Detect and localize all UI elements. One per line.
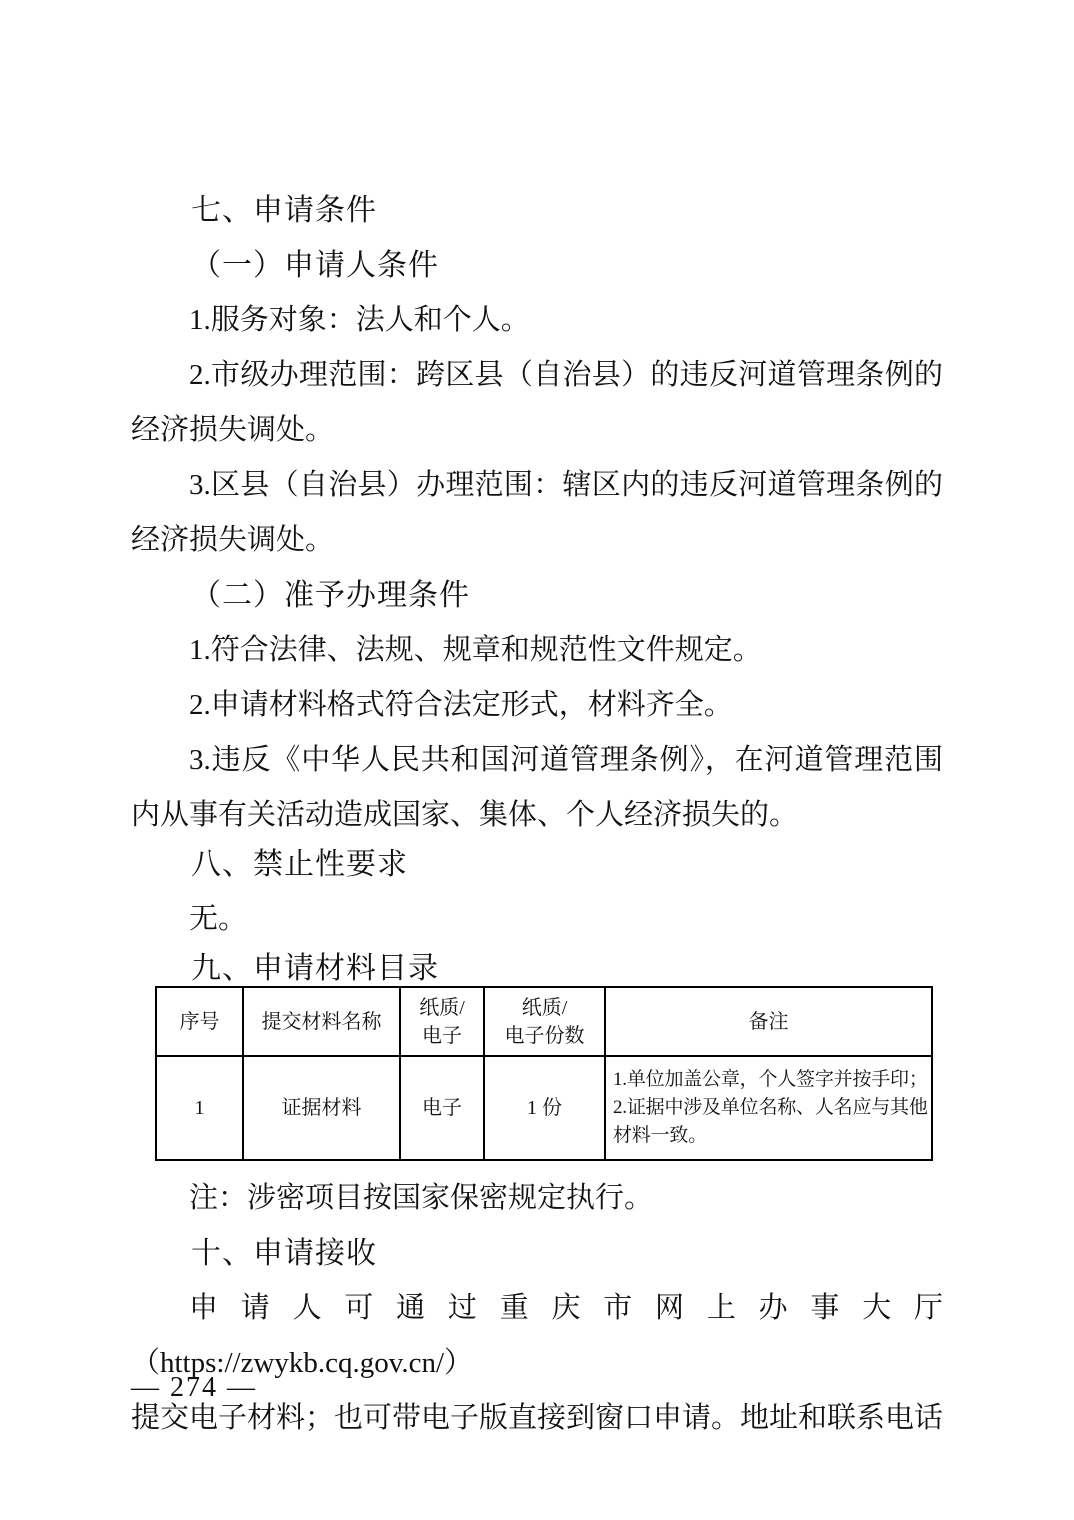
col-header-name: 提交材料名称 [243, 987, 400, 1056]
paragraph-material-format: 2.申请材料格式符合法定形式，材料齐全。 [189, 689, 733, 721]
paragraph-none: 无。 [189, 903, 248, 935]
cell-material-name: 证据材料 [243, 1056, 400, 1160]
cell-remark [605, 1056, 932, 1160]
col-header-medium [400, 987, 484, 1056]
col-header-seq: 序号 [156, 987, 243, 1056]
cell-seq: 1 [156, 1056, 243, 1160]
subsection-heading-7-2: （二）准予办理条件 [191, 579, 470, 612]
col-header-copies [484, 987, 605, 1056]
paragraph-city-scope: 2.市级办理范围：跨区县（自治县）的违反河道管理条例的经济损失调处。 [131, 359, 943, 446]
section-heading-7: 七、申请条件 [191, 194, 377, 227]
section-heading-10: 十、申请接收 [191, 1237, 377, 1270]
paragraph-receive-line2: 提交电子材料；也可带电子版直接到窗口申请。地址和联系电话 [131, 1402, 944, 1434]
materials-table-row [156, 1056, 932, 1160]
paragraph-law-compliance: 1.符合法律、法规、规章和规范性文件规定。 [189, 634, 762, 666]
materials-table [155, 986, 933, 1161]
remark-item-2: 2.证据中涉及单位名称、人名应与其他材料一致。 [613, 1097, 928, 1146]
section-heading-9: 九、申请材料目录 [191, 952, 439, 985]
remark-item-1: 1.单位加盖公章，个人签字并按手印； [613, 1069, 928, 1090]
document-body [131, 183, 943, 1446]
col-header-remark: 备注 [605, 987, 932, 1056]
col-header-copies-line2: 电子份数 [504, 1024, 585, 1047]
paragraph-county-scope: 3.区县（自治县）办理范围：辖区内的违反河道管理条例的经济损失调处。 [131, 469, 943, 556]
cell-copies: 1 份 [484, 1056, 605, 1160]
paragraph-receive-line1: 申请人可通过重庆市网上办事大厅（https://zwykb.cq.gov.cn/） [131, 1292, 943, 1379]
subsection-heading-7-1: （一）申请人条件 [191, 249, 439, 282]
materials-table-header-row [156, 987, 932, 1056]
col-header-medium-line2: 电子 [422, 1024, 462, 1047]
col-header-medium-line1: 纸质/ [419, 996, 465, 1019]
paragraph-secrecy-note: 注：涉密项目按国家保密规定执行。 [189, 1182, 654, 1214]
page-number: — 274 — [131, 1372, 257, 1403]
col-header-copies-line1: 纸质/ [521, 996, 568, 1019]
cell-medium: 电子 [400, 1056, 484, 1160]
section-heading-8: 八、禁止性要求 [191, 848, 408, 881]
paragraph-service-target: 1.服务对象：法人和个人。 [189, 304, 530, 336]
paragraph-violation-condition: 3.违反《中华人民共和国河道管理条例》，在河道管理范围内从事有关活动造成国家、集体、个人经济损失的。 [131, 744, 943, 831]
